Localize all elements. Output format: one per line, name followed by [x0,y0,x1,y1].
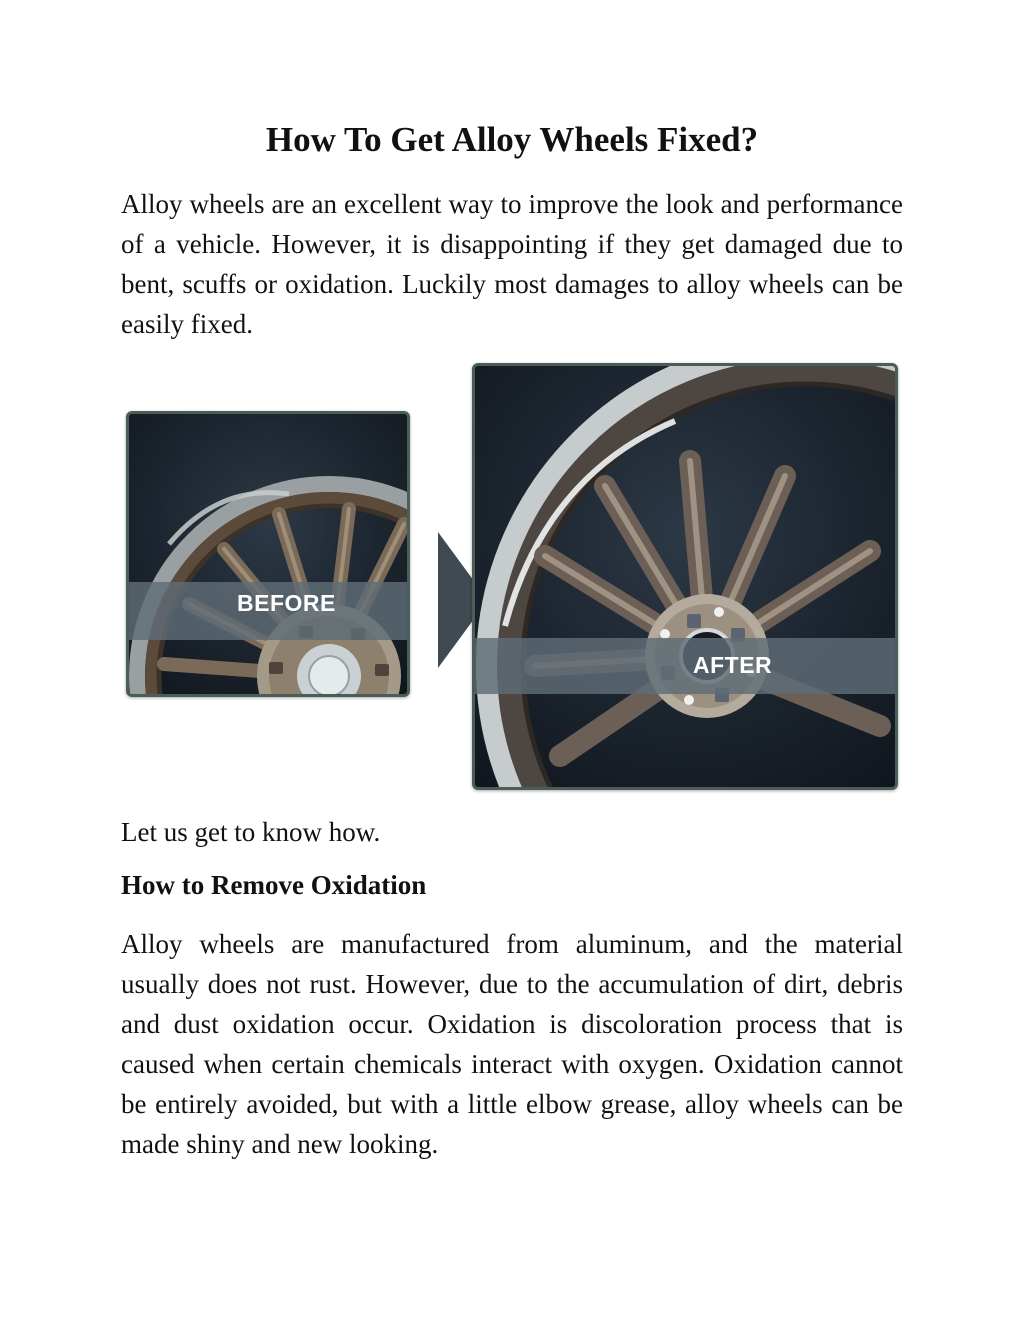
damaged-wheel-illustration [129,414,407,694]
intro-paragraph: Alloy wheels are an excellent way to improve the look and performance of a vehicle. However, it is disappointing if they get damaged due to bent, scuffs or oxidation. Luckily most damages to alloy wheels can be easily fixed. [121,189,903,339]
lead-paragraph: Let us get to know how. [121,817,381,847]
restored-wheel-illustration [475,366,895,787]
before-photo [126,411,410,697]
section-body-paragraph: Alloy wheels are manufactured from aluminum, and the material usually does not rust. However, due to the accumulation of dirt, debris and dust oxidation occur. Oxidation is discoloration process that is caused when certain chemicals interact with oxygen. Oxidation cannot be entirely avoided, but with a little elbow grease, alloy wheels can be made shiny and new looking. [121,929,903,1159]
after-label-band [475,638,895,694]
before-label: BEFORE [237,590,336,616]
after-photo [472,363,898,790]
after-label: AFTER [693,652,773,678]
page-title: How To Get Alloy Wheels Fixed? [265,120,759,159]
section-heading: How to Remove Oxidation [121,870,427,900]
